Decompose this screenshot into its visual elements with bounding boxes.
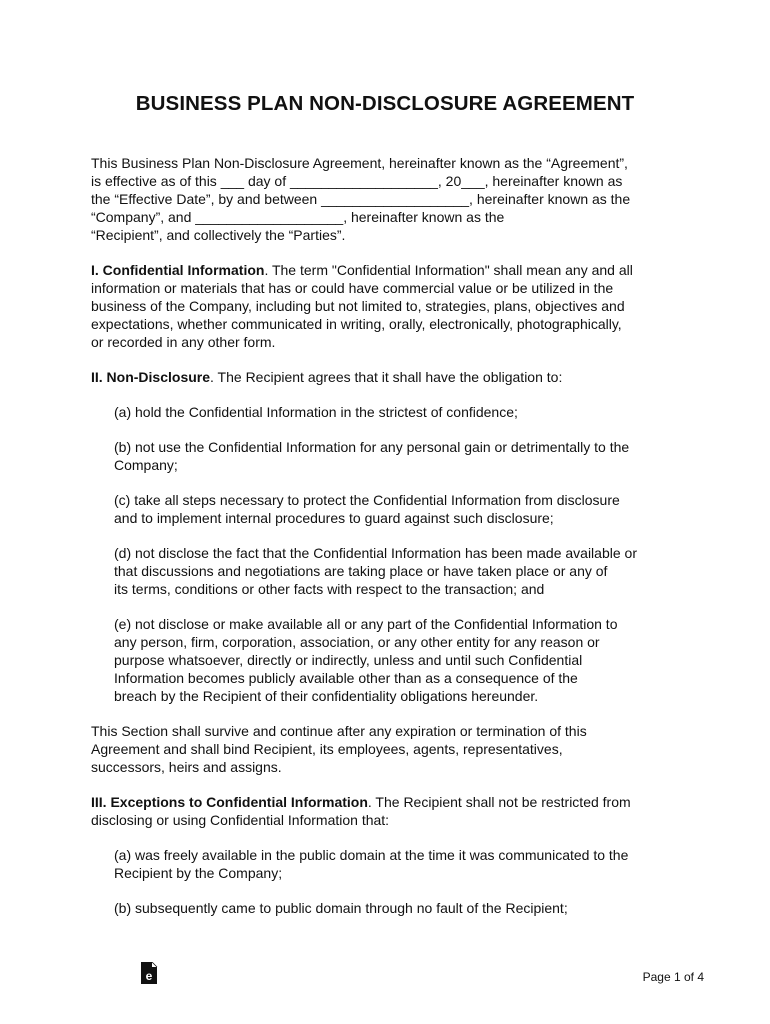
intro-line: the “Effective Date”, by and between ___________________, hereinafter known as the (91, 191, 631, 207)
section-text: . The Recipient agrees that it shall have the obligation to: (210, 369, 563, 385)
list-item-line: and to implement internal procedures to guard against such disclosure; (114, 510, 554, 526)
list-item-line: purpose whatsoever, directly or indirectly, unless and until such Confidential (114, 652, 583, 668)
page-number: Page 1 of 4 (642, 970, 704, 984)
list-item-line: (c) take all steps necessary to protect the Confidential Information from disclosure (114, 492, 620, 508)
section-text: business of the Company, including but not limited to, strategies, plans, objectives and (91, 298, 625, 314)
list-item-line: that discussions and negotiations are taking place or have taken place or any of (114, 563, 608, 579)
list-item-line: its terms, conditions or other facts with respect to the transaction; and (114, 581, 545, 597)
paragraph-line: successors, heirs and assigns. (91, 759, 282, 775)
list-item (114, 846, 691, 882)
survival-paragraph (91, 722, 691, 776)
document-body (91, 154, 691, 934)
list-item-line: any person, firm, corporation, association, or any other entity for any reason or (114, 634, 600, 650)
intro-paragraph (91, 154, 691, 244)
list-item-line: (a) hold the Confidential Information in the strictest of confidence; (114, 404, 518, 420)
intro-line: “Recipient”, and collectively the “Parties”. (91, 227, 346, 243)
list-item (114, 544, 691, 598)
svg-text:e: e (145, 969, 153, 983)
list-item-line: (e) not disclose or make available all or any part of the Confidential Information to (114, 616, 618, 632)
section-text: expectations, whether communicated in writing, orally, electronically, photographically, (91, 316, 622, 332)
list-item-line: breach by the Recipient of their confidentiality obligations hereunder. (114, 688, 539, 704)
list-item-line: (b) subsequently came to public domain through no fault of the Recipient; (114, 900, 568, 916)
intro-line: is effective as of this ___ day of ___________________, 20___, hereinafter known as (91, 173, 623, 189)
list-item-line: Recipient by the Company; (114, 865, 283, 881)
list-item (114, 615, 691, 705)
paragraph-line: This Section shall survive and continue after any expiration or termination of this (91, 723, 587, 739)
list-item (114, 899, 691, 917)
intro-line: “Company”, and ___________________, hereinafter known as the (91, 209, 505, 225)
document-title: BUSINESS PLAN NON-DISCLOSURE AGREEMENT (135, 92, 635, 115)
section-text: disclosing or using Confidential Information that: (91, 812, 390, 828)
section-text: information or materials that has or could have commercial value or be utilized in the (91, 280, 614, 296)
list-item (114, 438, 691, 474)
section-text: . The term "Confidential Information" shall mean any and all (264, 262, 633, 278)
eforms-logo-icon (140, 962, 158, 984)
list-item-line: (d) not disclose the fact that the Confidential Information has been made available or (114, 545, 637, 561)
list-item-line: Information becomes publicly available other than as a consequence of the (114, 670, 578, 686)
section-heading: I. Confidential Information (91, 262, 265, 278)
intro-line: This Business Plan Non-Disclosure Agreement, hereinafter known as the “Agreement”, (91, 155, 628, 171)
list-item-line: Company; (114, 457, 178, 473)
list-item (114, 491, 691, 527)
section-text: or recorded in any other form. (91, 334, 276, 350)
list-item-line: (b) not use the Confidential Information for any personal gain or detrimentally to the (114, 439, 630, 455)
section-heading: II. Non-Disclosure (91, 369, 211, 385)
section-exceptions (91, 793, 691, 829)
paragraph-line: Agreement and shall bind Recipient, its employees, agents, representatives, (91, 741, 563, 757)
list-item (114, 403, 691, 421)
section-heading: III. Exceptions to Confidential Information (91, 794, 368, 810)
list-item-line: (a) was freely available in the public domain at the time it was communicated to the (114, 847, 629, 863)
section-text: . The Recipient shall not be restricted from (367, 794, 631, 810)
section-non-disclosure (91, 368, 691, 386)
section-confidential-information (91, 261, 691, 351)
